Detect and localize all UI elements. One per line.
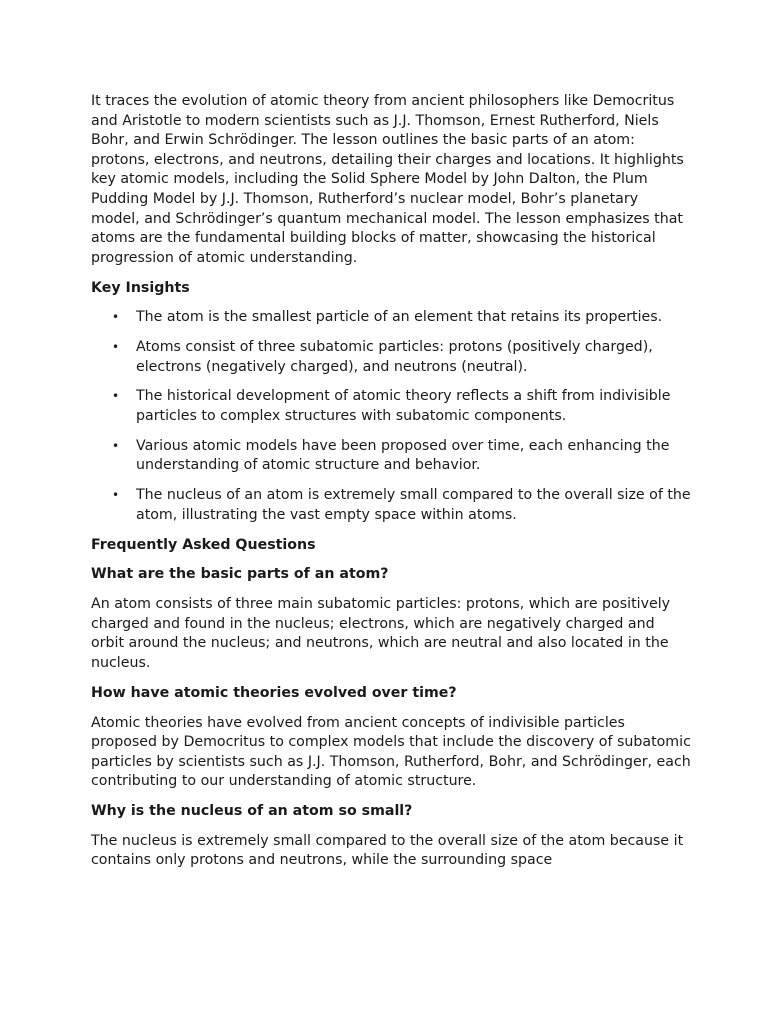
key-insights-heading: Key Insights [91,279,190,296]
list-item [91,338,691,377]
faq-question: What are the basic parts of an atom? [91,566,389,583]
intro-paragraph: It traces the evolution of atomic theory from ancient philosophers like Democritus and Aristotle to modern scientists such as J.J. Thomson, Ernest Rutherford, Niels Bohr, and Erwin Schrödinger. The lesson outlines the basic parts of an atom: protons, electrons, and neutrons, detailing their charges and locations. It highlights key atomic models, including the Solid Sphere Model by John Dalton, the Plum Pudding Model by J.J. Thomson, Rutherford’s nuclear model, Bohr’s planetary model, and Schrödinger’s quantum mechanical model. The lesson emphasizes that atoms are the fundamental building blocks of matter, showcasing the historical progression of atomic understanding. [91,93,684,266]
faq-answer: An atom consists of three main subatomic particles: protons, which are positively charged and found in the nucleus; electrons, which are negatively charged and orbit around the nucleus; and neutrons, which are neutral and also located in the nucleus. [91,596,671,671]
insight-text: The nucleus of an atom is extremely small compared to the overall size of the atom, illustrating the vast empty space within atoms. [136,487,691,523]
list-item [91,486,691,525]
insight-text: Various atomic models have been proposed over time, each enhancing the understanding of atomic structure and behavior. [136,437,670,474]
bullet-icon: • [112,438,120,453]
faq-answer: Atomic theories have evolved from ancient concepts of indivisible particles proposed by Democritus to complex models that include the discovery of subatomic particles by scientists such as J.J. Thomson, Rutherford, Bohr, and Schrödinger, each contributing to our understanding of atomic structure. [91,714,691,790]
bullet-icon: • [112,488,120,503]
faq-answer: The nucleus is extremely small compared to the overall size of the atom because it contains only protons and neutrons, while the surrounding space [91,832,684,869]
faq-heading: Frequently Asked Questions [91,536,316,553]
bullet-icon: • [112,389,120,404]
list-item [91,308,691,328]
faq-question: How have atomic theories evolved over time? [91,684,457,701]
insight-text: Atoms consist of three subatomic particles: protons (positively charged), electrons (negatively charged), and neutrons (neutral). [136,339,653,375]
key-insights-list [91,308,691,525]
list-item [91,387,691,426]
insight-text: The historical development of atomic theory reflects a shift from indivisible particles to complex structures with subatomic components. [136,388,671,425]
document-page [91,92,691,881]
bullet-icon: • [112,310,120,325]
insight-text: The atom is the smallest particle of an element that retains its properties. [136,309,663,326]
faq-question: Why is the nucleus of an atom so small? [91,803,413,820]
bullet-icon: • [112,340,120,355]
list-item [91,437,691,476]
